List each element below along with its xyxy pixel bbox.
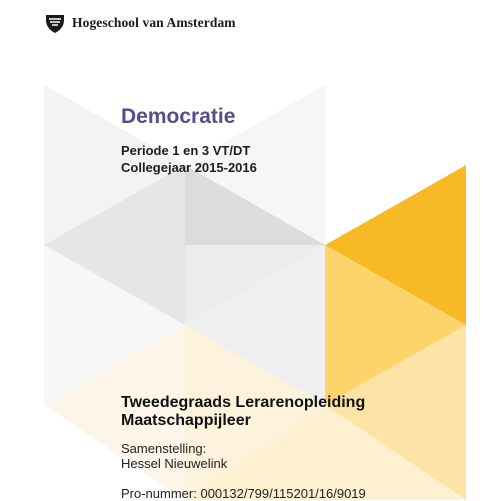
document-title: Democratie xyxy=(121,105,236,128)
composition-label: Samenstelling: xyxy=(121,441,207,456)
header-logo xyxy=(44,12,236,34)
academic-year-text: Collegejaar 2015-2016 xyxy=(121,160,257,175)
subject-name: Maatschappijleer xyxy=(121,412,251,429)
hva-shield-icon xyxy=(44,12,66,34)
period-text: Periode 1 en 3 VT/DT xyxy=(121,143,251,158)
logo-text: Hogeschool van Amsterdam xyxy=(72,15,236,30)
program-name: Tweedegraads Lerarenopleiding xyxy=(121,394,366,411)
pro-number: Pro-nummer: 000132/799/115201/16/9019 xyxy=(121,486,366,501)
composition-author: Hessel Nieuwelink xyxy=(121,456,228,471)
